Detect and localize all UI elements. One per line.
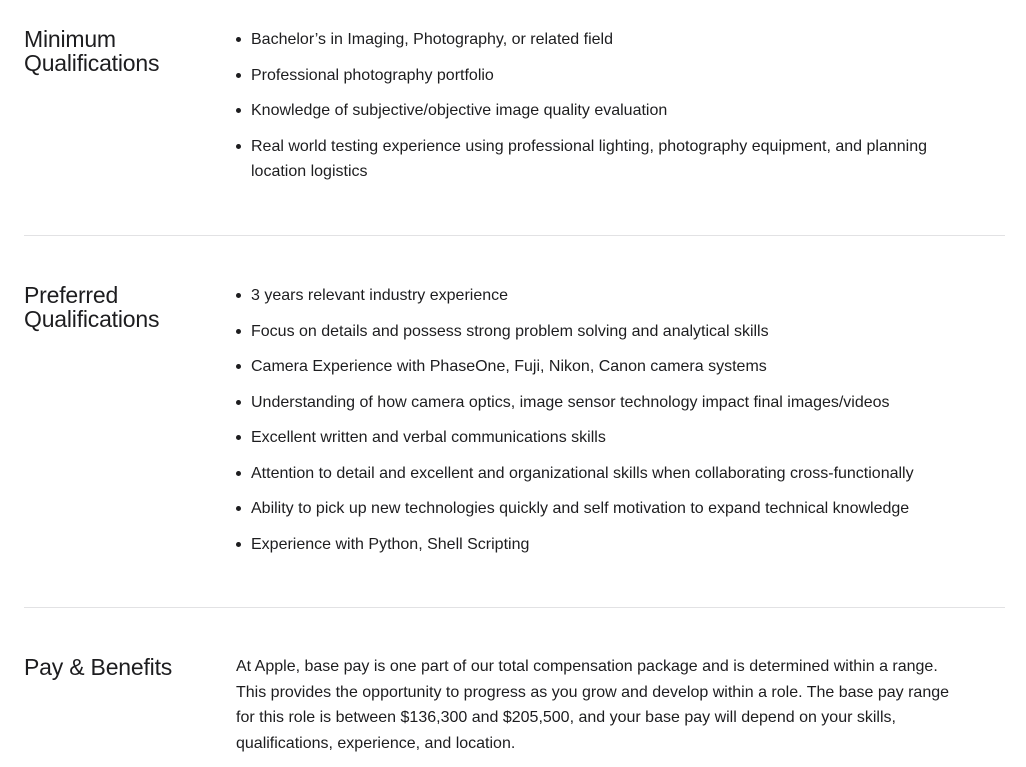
list-item: Excellent written and verbal communications skills [236,425,956,450]
list-item: Bachelor’s in Imaging, Photography, or related field [236,27,956,52]
heading-line: Minimum [24,26,116,52]
list-item: Understanding of how camera optics, image sensor technology impact final images/videos [236,390,956,415]
pay-benefits-text: At Apple, base pay is one part of our total compensation package and is determined within a range. This provides the opportunity to progress as you grow and develop within a role. The base pay range for this role is between $136,300 and $205,500, and your base pay will depend on your skills, qualifications, experience, and location. [236,658,950,752]
list-item: Focus on details and possess strong problem solving and analytical skills [236,319,956,344]
list-item: 3 years relevant industry experience [236,283,956,308]
minimum-qualifications-heading [24,27,214,75]
pay-benefits-heading: Pay & Benefits [24,654,173,680]
heading-line: Qualifications [24,306,160,332]
section-divider [24,607,1005,608]
preferred-qualifications-heading [24,283,214,331]
list-item: Professional photography portfolio [236,63,956,88]
preferred-qualifications-list [236,283,956,567]
list-item: Ability to pick up new technologies quickly and self motivation to expand technical knowledge [236,496,956,521]
heading-line: Preferred [24,282,119,308]
list-item: Camera Experience with PhaseOne, Fuji, Nikon, Canon camera systems [236,354,956,379]
minimum-qualifications-list [236,27,956,194]
list-item: Real world testing experience using professional lighting, photography equipment, and planning location logistics [236,134,956,184]
list-item: Attention to detail and excellent and organizational skills when collaborating cross-functionally [236,461,956,486]
heading-line: Qualifications [24,50,160,76]
list-item: Knowledge of subjective/objective image quality evaluation [236,98,956,123]
section-divider [24,235,1005,236]
list-item: Experience with Python, Shell Scripting [236,532,956,557]
